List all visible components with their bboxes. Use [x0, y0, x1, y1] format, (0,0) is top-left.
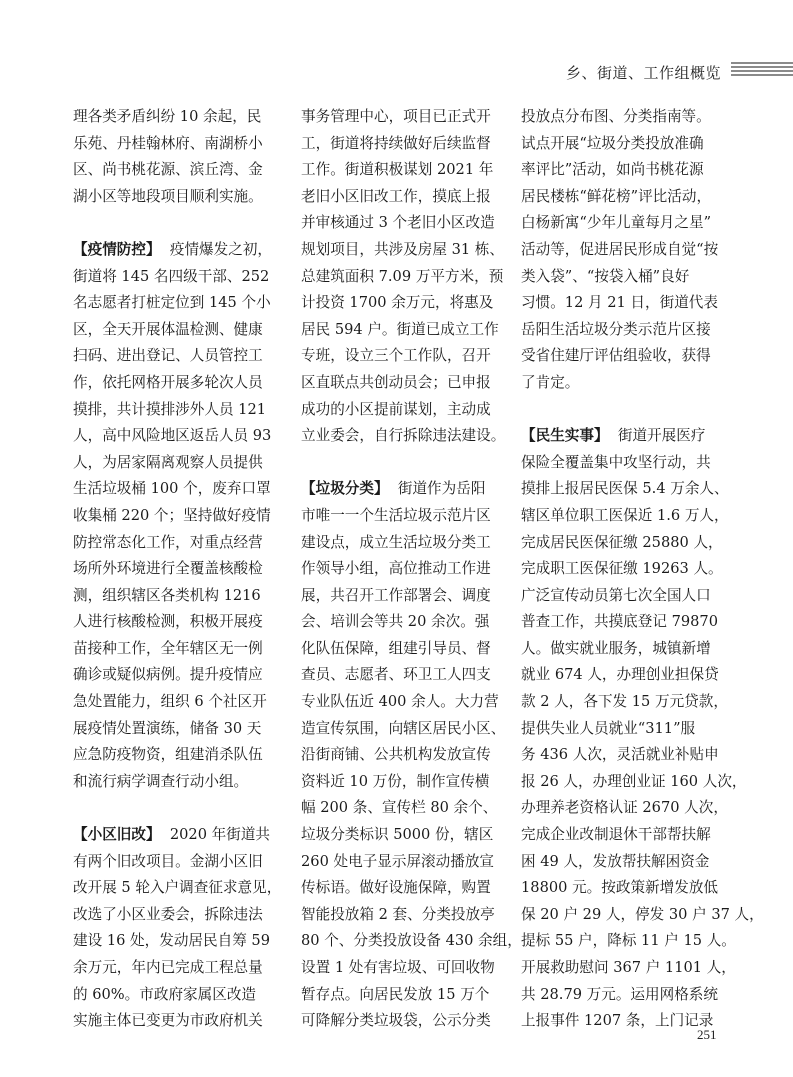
text-column-3	[521, 104, 764, 1035]
text-line	[301, 104, 501, 131]
text-line	[301, 875, 501, 902]
line-text: 查员、志愿者、环卫工人四支	[301, 666, 491, 684]
line-text: 展疫情处置演练，储备 30 天	[73, 719, 262, 737]
text-line	[521, 530, 721, 557]
continued-paragraph	[521, 104, 721, 397]
line-text: 收集桶 220 个；坚持做好疫情	[73, 506, 271, 524]
text-line	[521, 662, 721, 689]
line-text: 人，高中风险地区返岳人员 93	[73, 427, 272, 445]
text-line	[521, 423, 721, 450]
header-decoration-lines	[731, 62, 793, 78]
line-text: 应急防疫物资，组建消杀队伍	[73, 746, 263, 764]
text-line	[73, 875, 281, 902]
page-number: 251	[697, 1027, 717, 1042]
text-column-1	[73, 104, 281, 1035]
text-line	[301, 982, 501, 1009]
text-line	[521, 184, 721, 211]
text-line	[73, 104, 281, 131]
text-line	[73, 343, 281, 370]
line-text: 苗接种工作，全年辖区无一例	[73, 639, 263, 657]
text-line	[73, 742, 281, 769]
text-line	[301, 928, 522, 955]
line-text: 人，为居家隔离观察人员提供	[73, 453, 263, 471]
line-text: 乐苑、丹桂翰林府、南湖桥小	[73, 134, 263, 152]
text-line	[521, 982, 721, 1009]
line-text: 街道将 145 名四级干部、252	[73, 267, 270, 285]
line-text: 实施主体已变更为市政府机关	[73, 1012, 263, 1030]
text-line	[521, 822, 721, 849]
text-line	[73, 609, 281, 636]
text-line	[301, 184, 501, 211]
text-line	[73, 769, 281, 796]
line-text: 幅 200 条、宣传栏 80 余个、	[301, 799, 498, 817]
line-text: 普查工作，共摸底登记 79870	[521, 613, 719, 631]
text-line	[521, 902, 764, 929]
section-paragraph	[73, 237, 281, 795]
section-paragraph	[521, 423, 764, 1035]
line-text: 建设 16 处，发动居民自筹 59	[73, 932, 270, 950]
text-line	[73, 716, 281, 743]
line-text: 作领导小组，高位推动工作进	[301, 560, 491, 578]
line-text: 防控常态化工作，对重点经营	[73, 533, 263, 551]
line-text: 垃圾分类标识 5000 份，辖区	[301, 826, 494, 844]
header-rule	[731, 62, 793, 64]
text-line	[301, 530, 501, 557]
line-text: 人。做实就业服务，城镇新增	[521, 639, 711, 657]
line-text: 提供失业人员就业“311”服	[521, 719, 696, 737]
line-text: 共 28.79 万元。运用网格系统	[521, 985, 718, 1003]
line-text: 辖区单位职工医保近 1.6 万人，	[521, 506, 729, 524]
line-text: 类入袋”、“按袋入桶”良好	[521, 267, 690, 285]
line-text: 白杨新寓“少年儿童每月之星”	[521, 214, 712, 232]
line-text: 提标 55 户，降标 11 户 15 人。	[521, 932, 736, 950]
line-text: 会、培训会等共 20 余次。强	[301, 613, 490, 631]
line-text: 传标语。做好设施保障，购置	[301, 879, 491, 897]
text-column-2	[301, 104, 522, 1035]
line-text: 报 26 人，办理创业证 160 人次，	[521, 772, 747, 790]
line-text: 急处置能力，组织 6 个社区开	[73, 693, 267, 711]
line-text: 并审核通过 3 个老旧小区改造	[301, 214, 495, 232]
line-text: 务 436 人次，灵活就业补贴申	[521, 746, 719, 764]
header-rule	[731, 74, 793, 76]
running-header-title: 乡、街道、工作组概览	[565, 64, 721, 82]
line-text: 居民楼栋“鲜花榜”评比活动，	[521, 187, 712, 205]
line-text: 名志愿者打桩定位到 145 个小	[73, 294, 271, 312]
text-line	[521, 849, 721, 876]
line-text: 办理养老资格认证 2670 人次，	[521, 799, 728, 817]
line-text: 保险全覆盖集中攻坚行动，共	[521, 453, 711, 471]
line-text: 设置 1 处有害垃圾、可回收物	[301, 959, 495, 976]
line-text: 场所外环境进行全覆盖核酸检	[73, 560, 263, 578]
line-text: 区、尚书桃花源、滨丘湾、金	[73, 161, 263, 179]
text-line	[301, 317, 501, 344]
text-line	[521, 689, 728, 716]
text-line	[521, 290, 721, 317]
line-text: 疫情爆发之初，	[169, 240, 273, 258]
text-line	[521, 237, 721, 264]
text-line	[73, 689, 281, 716]
text-line	[521, 716, 721, 743]
line-text: 80 个、分类投放设备 430 余组，	[301, 932, 522, 950]
text-line	[73, 955, 281, 982]
text-line	[301, 476, 501, 503]
line-text: 完成企业改制退休干部帮扶解	[521, 826, 711, 844]
text-line	[301, 503, 501, 530]
line-text: 街道开展医疗	[617, 427, 706, 445]
text-line	[73, 928, 281, 955]
text-line	[521, 157, 721, 184]
line-text: 暂存点。向居民发放 15 万个	[301, 985, 490, 1003]
text-line	[73, 397, 281, 424]
line-text: 广泛宣传动员第七次全国人口	[521, 586, 711, 604]
line-text: 改选了小区业委会，拆除违法	[73, 905, 263, 923]
text-line	[521, 769, 747, 796]
text-line	[521, 583, 721, 610]
section-heading: 【小区旧改】	[73, 826, 161, 844]
text-line	[521, 104, 721, 131]
text-line	[301, 902, 501, 929]
text-line	[521, 795, 728, 822]
line-text: 可降解分类垃圾袋，公示分类	[301, 1012, 491, 1030]
text-line	[301, 689, 501, 716]
line-text: 摸排，共计摸排涉外人员 121	[73, 400, 267, 418]
line-text: 测，组织辖区各类机构 1216	[73, 586, 261, 604]
text-line	[301, 662, 501, 689]
section-heading: 【垃圾分类】	[301, 480, 389, 498]
line-text: 2020 年街道共	[169, 826, 271, 844]
line-text: 确诊或疑似病例。提升疫情应	[73, 666, 263, 684]
line-text: 改开展 5 轮入户调查征求意见，	[73, 879, 282, 897]
text-line	[301, 849, 501, 876]
text-line	[73, 237, 281, 264]
line-text: 18800 元。按政策新增发放低	[521, 879, 719, 897]
line-text: 习惯。12 月 21 日，街道代表	[521, 294, 718, 312]
text-line	[301, 795, 501, 822]
text-line	[73, 290, 281, 317]
line-text: 扫码、进出登记、人员管控工	[73, 347, 263, 365]
line-text: 智能投放箱 2 套、分类投放亭	[301, 905, 495, 923]
line-text: 投放点分布图、分类指南等。	[521, 108, 711, 125]
text-line	[521, 476, 729, 503]
text-line	[301, 370, 501, 397]
text-line	[521, 317, 721, 344]
line-text: 就业 674 人，办理创业担保贷	[521, 666, 719, 684]
text-line	[73, 556, 281, 583]
text-line	[301, 609, 501, 636]
header-rule	[731, 66, 793, 68]
line-text: 有两个旧改项目。金湖小区旧	[73, 852, 263, 870]
text-line	[73, 662, 281, 689]
line-text: 了肯定。	[521, 373, 580, 391]
line-text: 摸排上报居民医保 5.4 万余人、	[521, 480, 729, 498]
text-line	[73, 583, 281, 610]
text-line	[301, 955, 501, 982]
text-line	[521, 928, 736, 955]
text-line	[301, 716, 506, 743]
text-line	[301, 423, 506, 450]
text-line	[521, 875, 721, 902]
text-line	[521, 370, 721, 397]
line-text: 专班，设立三个工作队，召开	[301, 347, 491, 365]
line-text: 260 处电子显示屏滚动播放宣	[301, 852, 495, 870]
line-text: 困 49 人，发放帮扶解困资金	[521, 852, 710, 870]
text-line	[301, 1008, 501, 1035]
line-text: 化队伍保障，组建引导员、督	[301, 639, 491, 657]
text-line	[521, 131, 721, 158]
line-text: 建设点，成立生活垃圾分类工	[301, 533, 491, 551]
text-line	[301, 769, 501, 796]
section-heading: 【民生实事】	[521, 427, 609, 445]
text-line	[73, 450, 281, 477]
text-line	[301, 343, 501, 370]
text-line	[301, 822, 501, 849]
line-text: 资料近 10 万份，制作宣传横	[301, 772, 490, 790]
line-text: 上报事件 1207 条，上门记录	[521, 1012, 714, 1030]
line-text: 完成职工医保征缴 19263 人。	[521, 560, 723, 578]
line-text: 成功的小区提前谋划，主动成	[301, 400, 491, 418]
paragraph-gap	[73, 210, 281, 237]
text-line	[301, 583, 501, 610]
line-text: 区直联点共创动员会；已申报	[301, 373, 491, 391]
line-text: 专业队伍近 400 余人。大力营	[301, 693, 499, 711]
text-line	[301, 556, 501, 583]
line-text: 人进行核酸检测，积极开展疫	[73, 613, 263, 631]
line-text: 开展救助慰问 367 户 1101 人，	[521, 959, 736, 976]
text-line	[521, 210, 721, 237]
line-text: 老旧小区旧改工作，摸底上报	[301, 187, 491, 205]
line-text: 岳阳生活垃圾分类示范片区接	[521, 320, 711, 338]
line-text: 保 20 户 29 人，停发 30 户 37 人，	[521, 905, 764, 923]
text-line	[73, 530, 281, 557]
line-text: 活动等，促进居民形成自觉“按	[521, 240, 719, 258]
line-text: 事务管理中心，项目已正式开	[301, 108, 491, 125]
page-header	[0, 0, 793, 92]
line-text: 工，街道将持续做好后续监督	[301, 134, 491, 152]
text-line	[73, 849, 281, 876]
line-text: 造宣传氛围，向辖区居民小区、	[301, 719, 506, 737]
text-line	[301, 131, 501, 158]
text-line	[521, 264, 721, 291]
line-text: 市唯一一个生活垃圾示范片区	[301, 506, 491, 524]
text-line	[73, 822, 281, 849]
text-line	[521, 636, 721, 663]
section-paragraph	[73, 822, 281, 1035]
text-line	[73, 264, 281, 291]
line-text: 余万元，年内已完成工程总量	[73, 959, 263, 976]
text-line	[73, 184, 281, 211]
text-line	[301, 237, 504, 264]
line-text: 沿街商铺、公共机构发放宣传	[301, 746, 491, 764]
line-text: 和流行病学调查行动小组。	[73, 772, 249, 790]
section-heading: 【疫情防控】	[73, 240, 161, 258]
line-text: 区，全天开展体温检测、健康	[73, 320, 263, 338]
text-line	[73, 157, 281, 184]
text-line	[301, 264, 504, 291]
line-text: 理各类矛盾纠纷 10 余起，民	[73, 108, 262, 125]
line-text: 规划项目，共涉及房屋 31 栋、	[301, 240, 504, 258]
line-text: 居民 594 户。街道已成立工作	[301, 320, 499, 338]
line-text: 计投资 1700 余万元，将惠及	[301, 294, 494, 312]
text-line	[301, 210, 501, 237]
text-line	[73, 476, 281, 503]
line-text: 展，共召开工作部署会、调度	[301, 586, 491, 604]
text-line	[73, 370, 281, 397]
text-line	[301, 290, 501, 317]
continued-paragraph	[301, 104, 506, 450]
text-line	[301, 397, 501, 424]
text-line	[521, 343, 721, 370]
line-text: 立业委会，自行拆除违法建设。	[301, 427, 506, 445]
line-text: 完成居民医保征缴 25880 人，	[521, 533, 723, 551]
text-line	[521, 1008, 721, 1035]
line-text: 总建筑面积 7.09 万平方米，预	[301, 267, 504, 285]
text-line	[521, 450, 721, 477]
text-line	[73, 317, 281, 344]
text-line	[301, 157, 501, 184]
paragraph-gap	[73, 795, 281, 822]
line-text: 工作。街道积极谋划 2021 年	[301, 161, 494, 179]
line-text: 街道作为岳阳	[397, 480, 486, 498]
section-paragraph	[301, 476, 522, 1034]
text-line	[521, 955, 736, 982]
text-line	[521, 556, 721, 583]
text-line	[73, 423, 281, 450]
text-line	[73, 902, 281, 929]
continued-paragraph	[73, 104, 281, 210]
text-line	[521, 503, 729, 530]
line-text: 率评比”活动，如尚书桃花源	[521, 161, 704, 179]
text-line	[73, 982, 281, 1009]
text-line	[73, 503, 281, 530]
text-line	[73, 131, 281, 158]
text-line	[521, 742, 721, 769]
text-line	[301, 742, 501, 769]
header-rule	[731, 70, 793, 72]
paragraph-gap	[301, 450, 501, 477]
line-text: 试点开展“垃圾分类投放准确	[521, 134, 704, 152]
line-text: 生活垃圾桶 100 个，废弃口罩	[73, 480, 271, 498]
text-line	[73, 1008, 281, 1035]
line-text: 的 60%。市政府家属区改造	[73, 985, 257, 1003]
paragraph-gap	[521, 397, 721, 424]
line-text: 受省住建厅评估组验收，获得	[521, 347, 711, 365]
text-line	[73, 636, 281, 663]
line-text: 款 2 人，各下发 15 万元贷款，	[521, 693, 728, 711]
text-line	[521, 609, 721, 636]
line-text: 湖小区等地段项目顺利实施。	[73, 187, 263, 205]
line-text: 作，依托网格开展多轮次人员	[73, 373, 263, 391]
text-line	[301, 636, 501, 663]
